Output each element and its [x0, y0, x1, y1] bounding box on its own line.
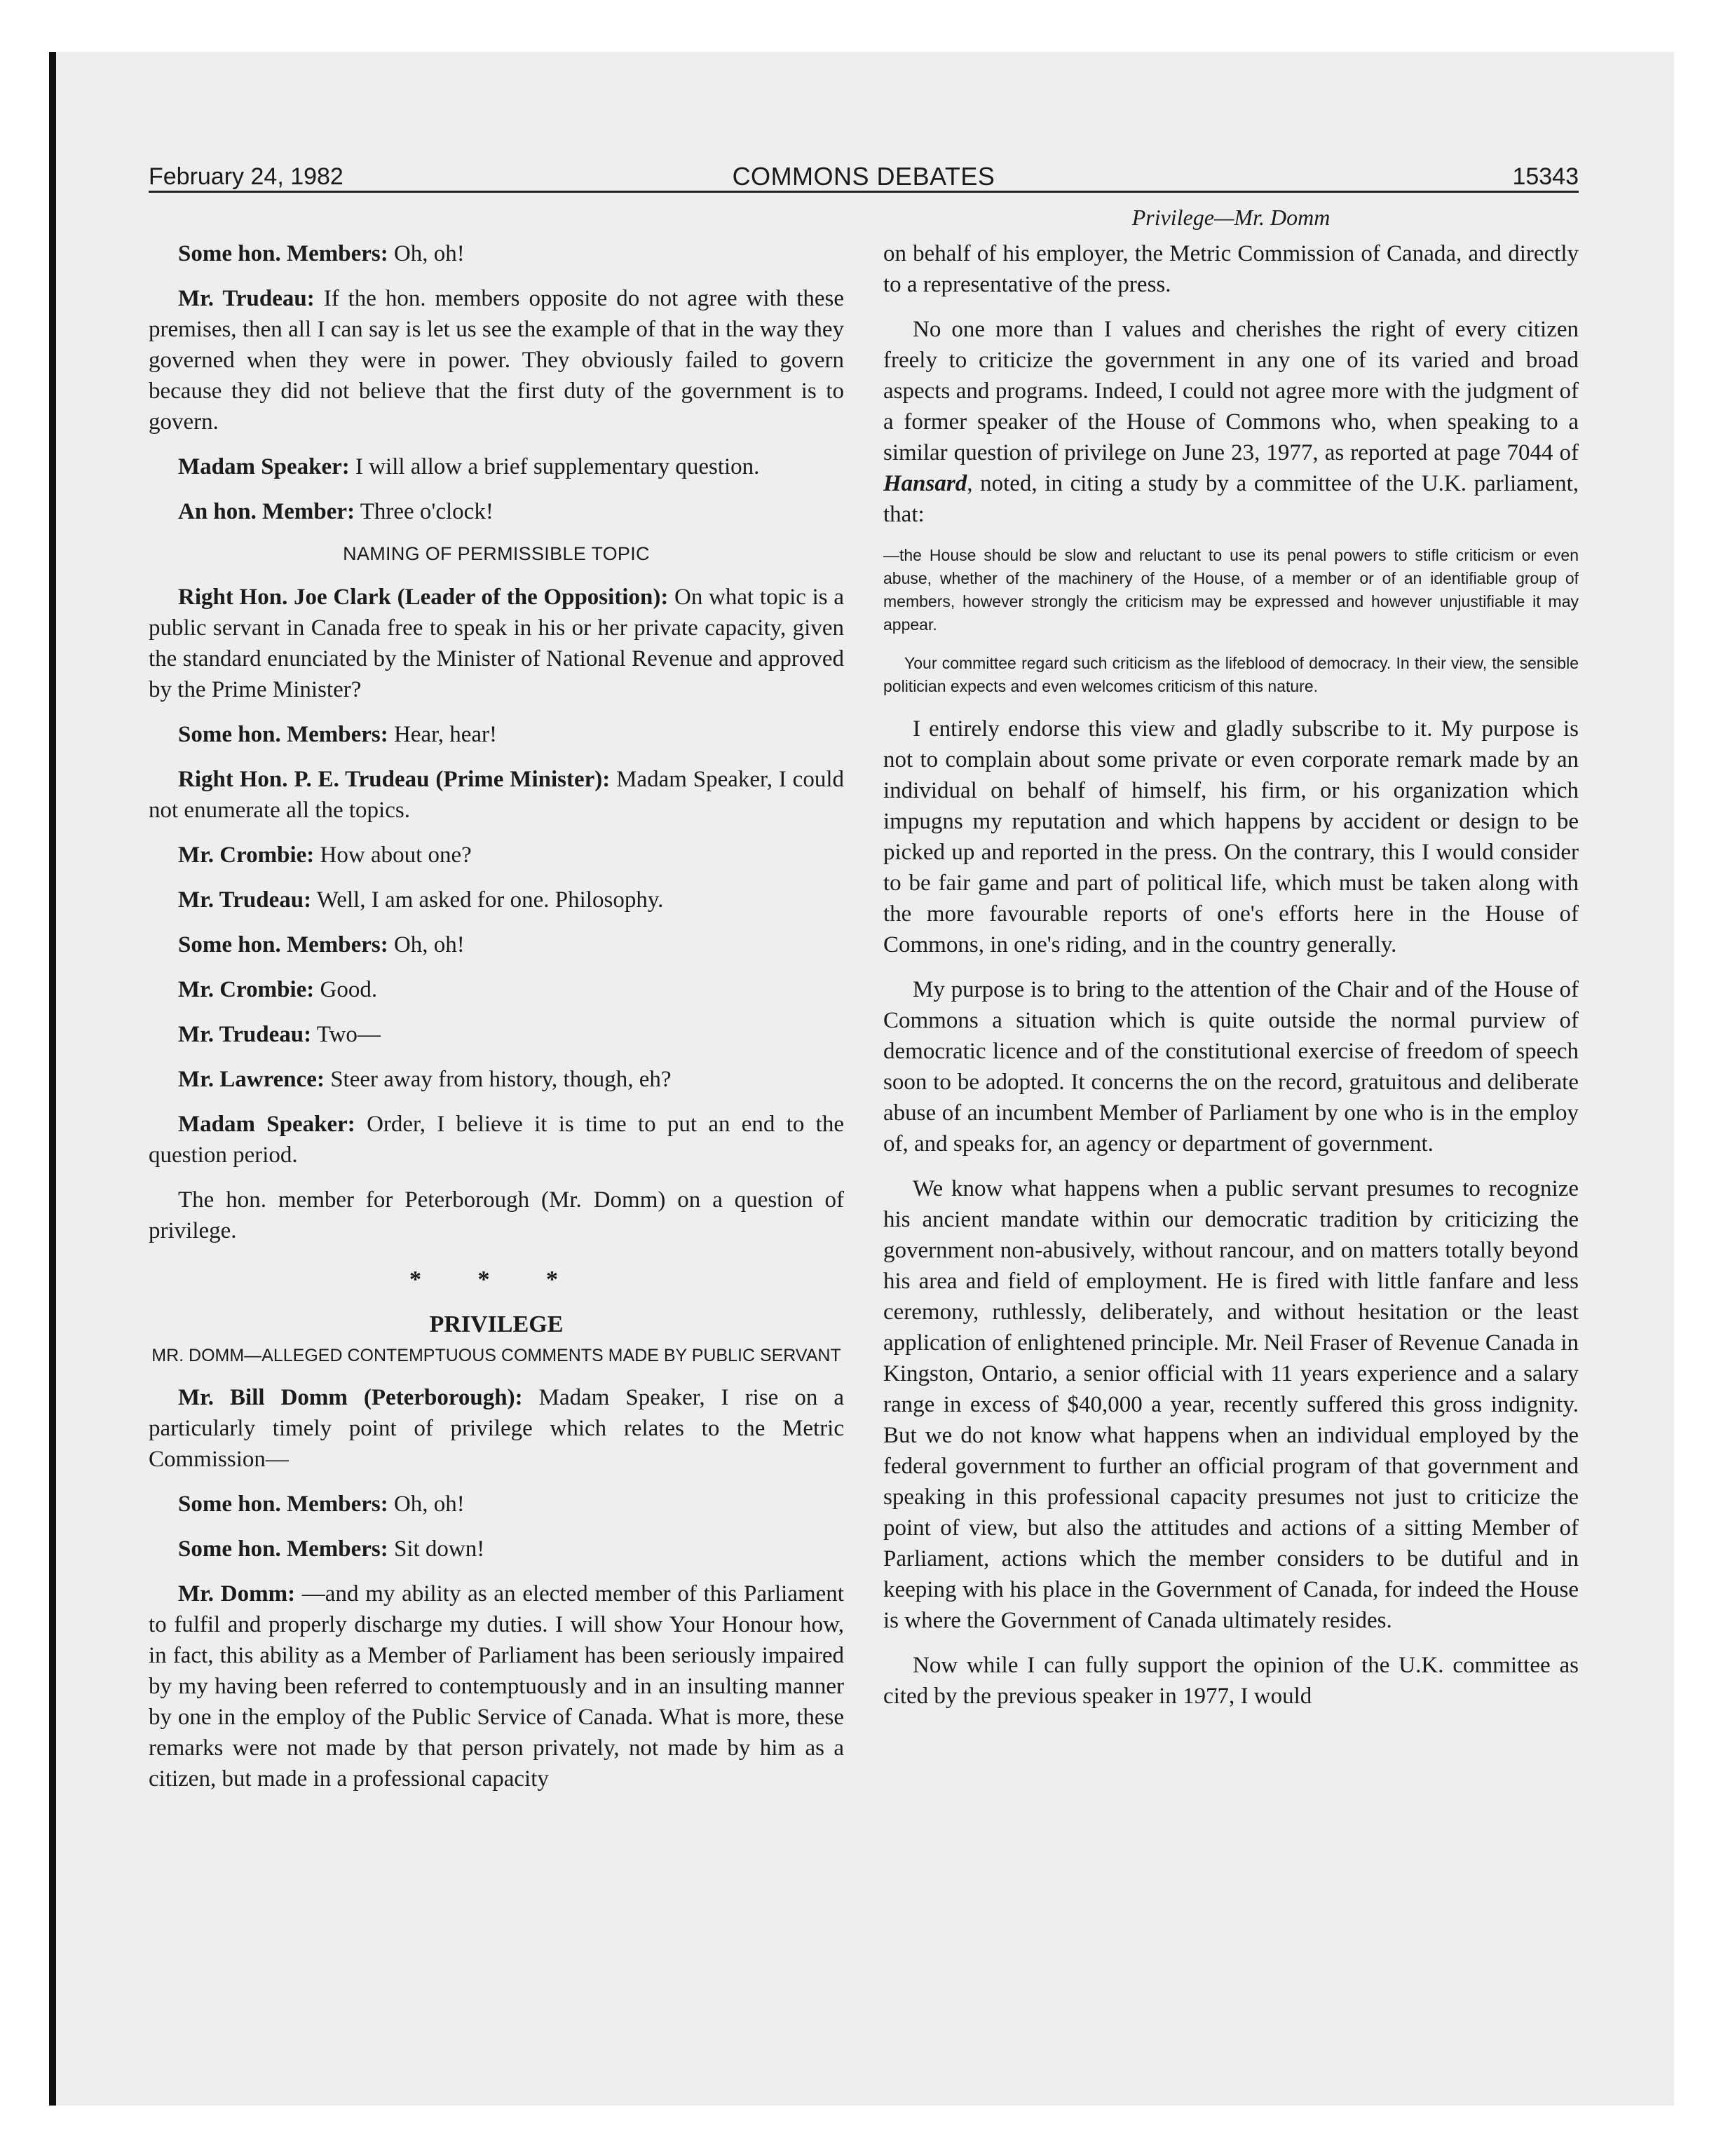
debate-paragraph	[149, 885, 844, 915]
header-title: COMMONS DEBATES	[732, 162, 995, 191]
speaker-name: Mr. Crombie:	[178, 977, 315, 1002]
speaker-name: Madam Speaker:	[178, 1112, 355, 1137]
speaker-name: An hon. Member:	[178, 499, 355, 524]
speech-text: Steer away from history, though, eh?	[324, 1067, 672, 1092]
speaker-name: Right Hon. P. E. Trudeau (Prime Minister):	[178, 767, 611, 792]
debate-paragraph	[149, 1064, 844, 1095]
debate-paragraph	[149, 974, 844, 1005]
speech-text: How about one?	[314, 842, 472, 868]
speech-text: On what topic is a public servant in Canada free to speak in his or her private capacity, given the standard enunciated by the Minister of National Revenue and approved by the Prime Minister?	[149, 585, 845, 702]
speech-text: , noted, in citing a study by a committee of the U.K. parliament, that:	[883, 471, 1579, 527]
right-column	[883, 238, 1579, 1726]
debate-paragraph: on behalf of his employer, the Metric Commission of Canada, and directly to a representative of the press.	[883, 241, 1579, 297]
speech-text: Hear, hear!	[388, 722, 498, 747]
debate-paragraph	[149, 929, 844, 960]
debate-paragraph	[149, 1019, 844, 1050]
left-column	[149, 238, 844, 1808]
debate-paragraph: My purpose is to bring to the attention of the Chair and of the House of Commons a situation which is quite outside the normal purview of democratic licence and of the constitutional exercise of freedom of speech soon to be adopted. It concerns the on the record, gratuitous and deliberate abuse of an incumbent Member of Parliament by one who is in the employ of, and speaks for, an agency or department of government.	[883, 977, 1579, 1157]
speaker-name: Mr. Crombie:	[178, 842, 315, 868]
speech-text: —and my ability as an elected member of this Parliament to fulfil and properly discharge my duties. I will show Your Honour how, in fact, this ability as a Member of Parliament has been seriously impaired by my having been referred to contemptuously and in an insulting manner by one in the employ of the Public Service of Canada. What is more, these remarks were not made by that person privately, not made by him as a citizen, but made in a professional capacity	[149, 1581, 844, 1792]
speech-text: Well, I am asked for one. Philosophy.	[311, 887, 664, 913]
hansard-page	[149, 156, 1579, 2034]
speech-text: Madam Speaker, I rise on a particularly timely point of privilege which relates to the Metric Commission—	[149, 1385, 844, 1472]
speech-text: If the hon. members opposite do not agree with these premises, then all I can say is let us see the example of that in the way they governed when they were in power. They obviously failed to govern because they did not believe that the first duty of the government is to govern.	[149, 286, 845, 435]
speaker-name: Some hon. Members:	[178, 241, 388, 266]
speech-text: Madam Speaker, I could not enumerate all the topics.	[149, 767, 844, 823]
debate-paragraph	[149, 582, 844, 705]
hansard-citation: Hansard	[883, 471, 967, 496]
page-number: 15343	[1512, 163, 1579, 190]
debate-paragraph: We know what happens when a public servant presumes to recognize his ancient mandate within our democratic tradition by criticizing the government non-abusively, without rancour, and on matters totally beyond his area and field of employment. He is fired with little fanfare and less ceremony, ruthlessly, deliberately, and without hesitation or the least application of enlightened principle. Mr. Neil Fraser of Revenue Canada in Kingston, Ontario, a senior official with 11 years experience and a salary range in excess of $40,000 a year, recently suffered this gross indignity. But we do not know what happens when an individual employed by the federal government to further an official program of that government and speaking in this professional capacity presumes not just to criticize the point of view, but also the attitudes and actions of a sitting Member of Parliament, actions which the member considers to be dutiful and in keeping with his place in the Government of Canada, for indeed the House is where the Government of Canada ultimately resides.	[883, 1176, 1579, 1633]
speech-text: Three o'clock!	[355, 499, 494, 524]
debate-paragraph	[149, 1578, 844, 1794]
speaker-name: Mr. Trudeau:	[178, 1022, 312, 1047]
block-quote: —the House should be slow and reluctant to use its penal powers to stifle criticism or even abuse, whether of the machinery of the House, of a member or of an identifiable group of members, however strongly the criticism may be expressed and however unjustifiable it may appear.	[883, 546, 1579, 634]
section-break-stars: * * *	[409, 1267, 583, 1292]
debate-paragraph	[149, 238, 844, 269]
debate-paragraph	[149, 496, 844, 527]
debate-paragraph	[149, 840, 844, 871]
speaker-name: Mr. Bill Domm (Peterborough):	[178, 1385, 523, 1410]
speaker-name: Mr. Trudeau:	[178, 286, 315, 311]
scan-edge-bar	[49, 52, 56, 2106]
running-subhead: Privilege—Mr. Domm	[1131, 205, 1331, 230]
section-subtitle: MR. DOMM—ALLEGED CONTEMPTUOUS COMMENTS MADE BY PUBLIC SERVANT	[151, 1346, 841, 1365]
speaker-name: Mr. Lawrence:	[178, 1067, 325, 1092]
speech-text: Oh, oh!	[388, 241, 465, 266]
speaker-name: Some hon. Members:	[178, 722, 388, 747]
speaker-name: Mr. Trudeau:	[178, 887, 312, 913]
debate-paragraph	[883, 314, 1579, 530]
debate-paragraph: Now while I can fully support the opinion of the U.K. committee as cited by the previous speaker in 1977, I would	[883, 1653, 1579, 1709]
debate-paragraph	[149, 1109, 844, 1171]
speaker-name: Right Hon. Joe Clark (Leader of the Opposition):	[178, 585, 669, 610]
speech-text: Oh, oh!	[388, 932, 465, 957]
debate-paragraph	[149, 451, 844, 482]
debate-paragraph	[149, 1489, 844, 1520]
speaker-name: Some hon. Members:	[178, 1536, 388, 1562]
speech-text: No one more than I values and cherishes the right of every citizen freely to criticize the government in any one of its varied and broad aspects and programs. Indeed, I could not agree more with the judgment of a former speaker of the House of Commons who, when speaking to a similar question of privilege on June 23, 1977, as reported at page 7044 of	[883, 317, 1579, 465]
speech-text: Sit down!	[388, 1536, 485, 1562]
speech-text: Two—	[311, 1022, 381, 1047]
speaker-name: Madam Speaker:	[178, 454, 350, 479]
block-quote: Your committee regard such criticism as the lifeblood of democracy. In their view, the sensible politician expects and even welcomes criticism of this nature.	[883, 654, 1579, 695]
debate-paragraph	[149, 764, 844, 826]
section-title: PRIVILEGE	[429, 1311, 564, 1337]
debate-paragraph	[149, 1534, 844, 1564]
speech-text: Oh, oh!	[388, 1492, 465, 1517]
header-date: February 24, 1982	[149, 163, 343, 190]
running-head	[149, 156, 1579, 193]
speech-text: I will allow a brief supplementary question.	[349, 454, 760, 479]
debate-paragraph: I entirely endorse this view and gladly subscribe to it. My purpose is not to complain about some private or even corporate remark made by an individual on behalf of himself, his firm, or his organization which impugns my reputation and which happens by accident or design to be picked up and reported in the press. On the contrary, this I would consider to be fair game and part of political life, which must be taken along with the more favourable reports of one's efforts here in the House of Commons, in one's riding, and in the country generally.	[883, 716, 1579, 957]
speech-text: Good.	[314, 977, 378, 1002]
debate-paragraph: The hon. member for Peterborough (Mr. Domm) on a question of privilege.	[149, 1187, 844, 1243]
speaker-name: Some hon. Members:	[178, 932, 388, 957]
debate-paragraph	[149, 1382, 844, 1475]
topic-heading: NAMING OF PERMISSIBLE TOPIC	[343, 543, 650, 564]
speaker-name: Mr. Domm:	[178, 1581, 296, 1606]
debate-paragraph	[149, 283, 844, 437]
speech-text: Order, I believe it is time to put an end to the question period.	[149, 1112, 844, 1168]
debate-paragraph	[149, 719, 844, 750]
speaker-name: Some hon. Members:	[178, 1492, 388, 1517]
